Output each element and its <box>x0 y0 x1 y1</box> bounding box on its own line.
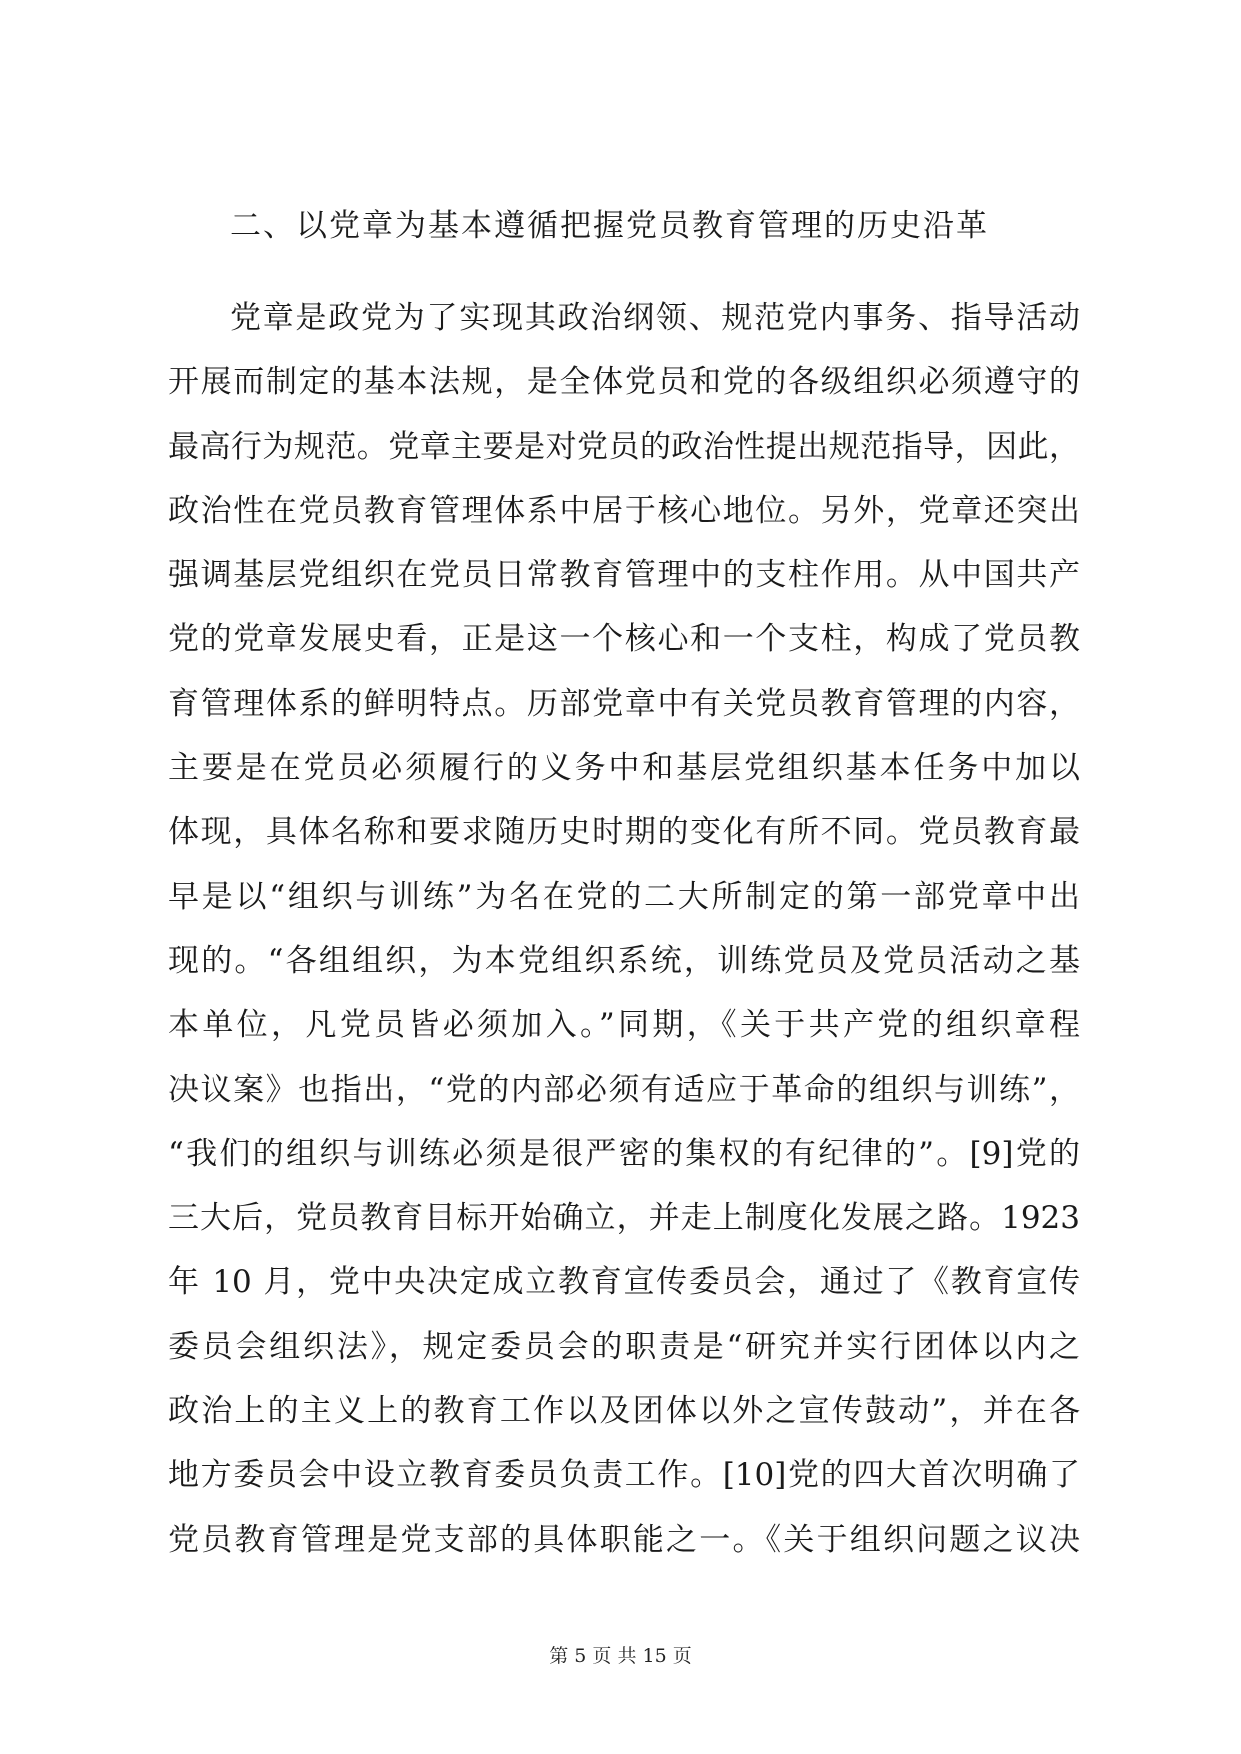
body-paragraph <box>168 286 1080 1572</box>
text-line: 三大后，党员教育目标开始确立，并走上制度化发展之路。1923 <box>168 1200 1080 1237</box>
text-line: 党的党章发展史看，正是这一个核心和一个支柱，构成了党员教 <box>168 621 1080 658</box>
text-line: 决议案》也指出，“党的内部必须有适应于革命的组织与训练”， <box>168 1071 1080 1108</box>
text-line: 现的。“各组组织，为本党组织系统，训练党员及党员活动之基 <box>168 942 1080 979</box>
text-line: 开展而制定的基本法规，是全体党员和党的各级组织必须遵守的 <box>168 364 1080 401</box>
text-line: 地方委员会中设立教育委员负责工作。[10]党的四大首次明确了 <box>168 1457 1080 1494</box>
text-line: 委员会组织法》，规定委员会的职责是“研究并实行团体以内之 <box>168 1328 1080 1365</box>
text-line: 育管理体系的鲜明特点。历部党章中有关党员教育管理的内容， <box>168 685 1080 722</box>
text-line: 党员教育管理是党支部的具体职能之一。《关于组织问题之议决 <box>168 1521 1080 1558</box>
text-line: 强调基层党组织在党员日常教育管理中的支柱作用。从中国共产 <box>168 557 1080 594</box>
page-number-footer: 第 5 页 共 15 页 <box>549 1645 692 1667</box>
text-line: 早是以“组织与训练”为名在党的二大所制定的第一部党章中出 <box>168 878 1080 915</box>
text-line: 体现，具体名称和要求随历史时期的变化有所不同。党员教育最 <box>168 814 1080 851</box>
text-line: 政治性在党员教育管理体系中居于核心地位。另外，党章还突出 <box>168 492 1080 529</box>
text-line: 党章是政党为了实现其政治纲领、规范党内事务、指导活动 <box>230 300 1080 336</box>
text-line: 最高行为规范。党章主要是对党员的政治性提出规范指导，因此， <box>168 428 1080 465</box>
text-line: 本单位，凡党员皆必须加入。”同期，《关于共产党的组织章程 <box>168 1007 1080 1044</box>
text-line: “我们的组织与训练必须是很严密的集权的有纪律的”。[9]党的 <box>168 1135 1080 1172</box>
text-line: 主要是在党员必须履行的义务中和基层党组织基本任务中加以 <box>168 750 1080 787</box>
section-heading: 二、以党章为基本遵循把握党员教育管理的历史沿革 <box>230 208 989 244</box>
text-line: 年 10 月，党中央决定成立教育宣传委员会，通过了《教育宣传 <box>168 1264 1080 1301</box>
text-line: 政治上的主义上的教育工作以及团体以外之宣传鼓动”，并在各 <box>168 1393 1080 1430</box>
